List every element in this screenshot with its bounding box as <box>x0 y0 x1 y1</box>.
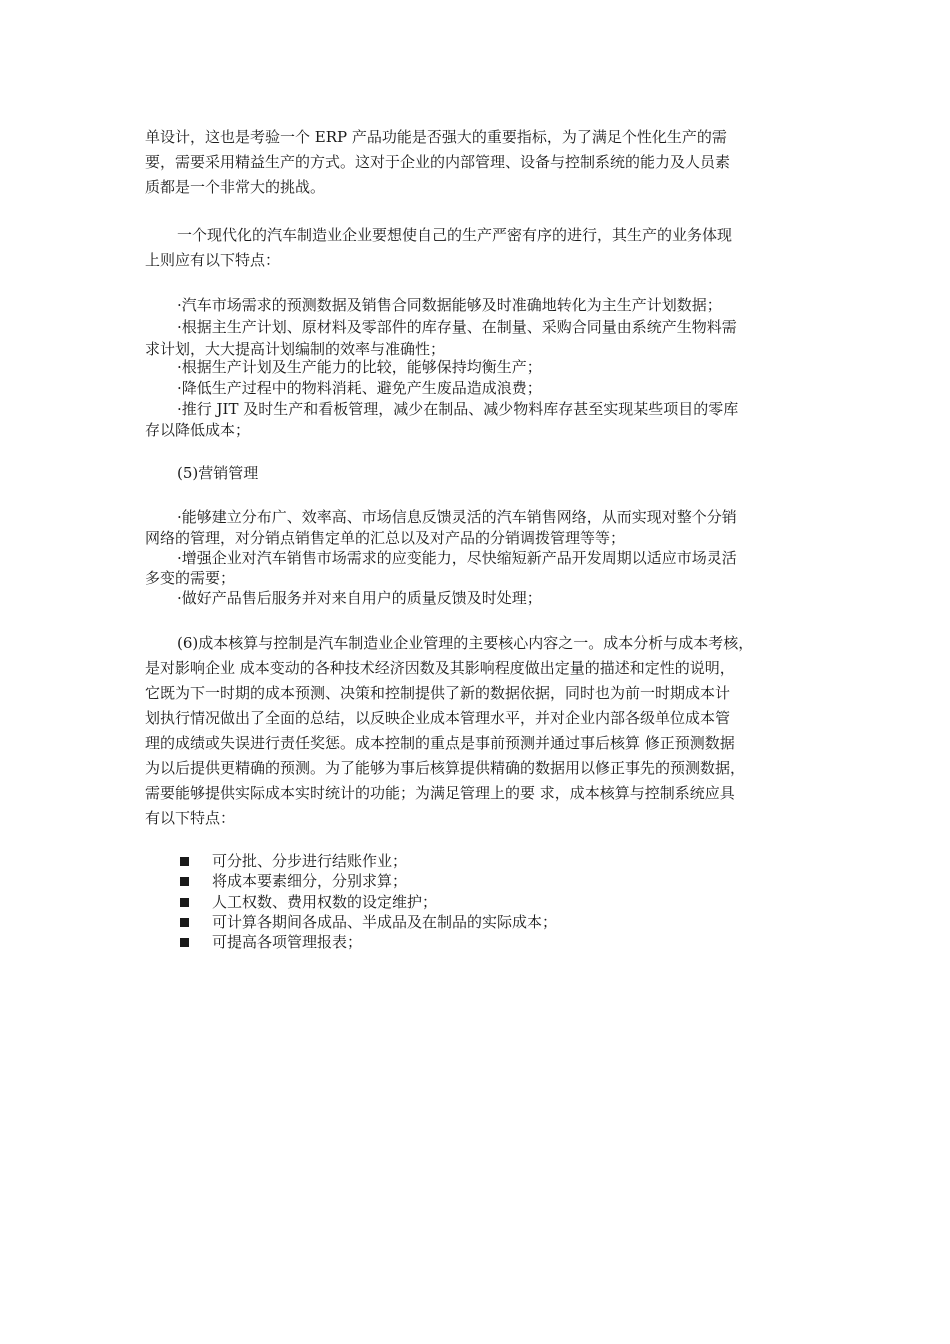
intro-line-2: 要，需要采用精益生产的方式。这对于企业的内部管理、设备与控制系统的能力及人员素 <box>145 153 731 171</box>
production-point-line: ·汽车市场需求的预测数据及销售合同数据能够及时准确地转化为主生产计划数据； <box>177 296 722 314</box>
cost-feature-item: 可提高各项管理报表； <box>212 933 363 951</box>
section6-line: 它既为下一时期的成本预测、决策和控制提供了新的数据依据，同时也为前一时期成本计 <box>145 684 731 702</box>
marketing-point-line: 网络的管理，对分销点销售定单的汇总以及对产品的分销调拨管理等等； <box>145 529 626 547</box>
production-point-line: ·根据主生产计划、原材料及零部件的库存量、在制量、采购合同量由系统产生物料需 <box>177 318 737 336</box>
square-bullet-icon <box>180 918 189 927</box>
square-bullet-icon <box>180 857 189 866</box>
cost-feature-item: 将成本要素细分，分别求算； <box>212 872 408 890</box>
production-point-line: 存以降低成本； <box>145 421 251 439</box>
section6-line: 划执行情况做出了全面的总结，以反映企业成本管理水平，并对企业内部各级单位成本管 <box>145 709 731 727</box>
section6-line: 需要能够提供实际成本实时统计的功能；为满足管理上的要 求，成本核算与控制系统应具 <box>145 784 735 802</box>
production-point-line: 求计划，大大提高计划编制的效率与准确性； <box>145 340 446 358</box>
production-point-line: ·根据生产计划及生产能力的比较，能够保持均衡生产； <box>177 358 542 376</box>
section6-line: 有以下特点： <box>145 809 236 827</box>
marketing-point-line: ·增强企业对汽车销售市场需求的应变能力，尽快缩短新产品开发周期以适应市场灵活 <box>177 549 737 567</box>
square-bullet-icon <box>180 877 189 886</box>
intro-line-3: 质都是一个非常大的挑战。 <box>145 178 326 196</box>
para2-line-2: 上则应有以下特点： <box>145 251 281 269</box>
square-bullet-icon <box>180 938 189 947</box>
section6-line: 为以后提供更精确的预测。为了能够为事后核算提供精确的数据用以修正事先的预测数据， <box>145 759 746 777</box>
section6-line: 是对影响企业 成本变动的各种技术经济因数及其影响程度做出定量的描述和定性的说明， <box>145 659 735 677</box>
cost-feature-item: 可计算各期间各成品、半成品及在制品的实际成本； <box>212 913 558 931</box>
intro-line-1: 单设计，这也是考验一个 ERP 产品功能是否强大的重要指标，为了满足个性化生产的需 <box>145 128 727 146</box>
section5-heading: (5)营销管理 <box>177 464 259 482</box>
para2-line-1: 一个现代化的汽车制造业企业要想使自己的生产严密有序的进行，其生产的业务体现 <box>177 226 733 244</box>
square-bullet-icon <box>180 898 189 907</box>
section6-line: 理的成绩或失误进行责任奖惩。成本控制的重点是事前预测并通过事后核算 修正预测数据 <box>145 734 735 752</box>
marketing-point-line: 多变的需要； <box>145 569 236 587</box>
cost-feature-item: 人工权数、费用权数的设定维护； <box>212 893 438 911</box>
production-point-line: ·降低生产过程中的物料消耗、避免产生废品造成浪费； <box>177 379 542 397</box>
section6-line: (6)成本核算与控制是汽车制造业企业管理的主要核心内容之一。成本分析与成本考核， <box>177 634 754 652</box>
cost-feature-item: 可分批、分步进行结账作业； <box>212 852 408 870</box>
production-point-line: ·推行 JIT 及时生产和看板管理，减少在制品、减少物料库存甚至实现某些项目的零库 <box>177 400 739 418</box>
marketing-point-line: ·做好产品售后服务并对来自用户的质量反馈及时处理； <box>177 589 542 607</box>
marketing-point-line: ·能够建立分布广、效率高、市场信息反馈灵活的汽车销售网络，从而实现对整个分销 <box>177 508 737 526</box>
